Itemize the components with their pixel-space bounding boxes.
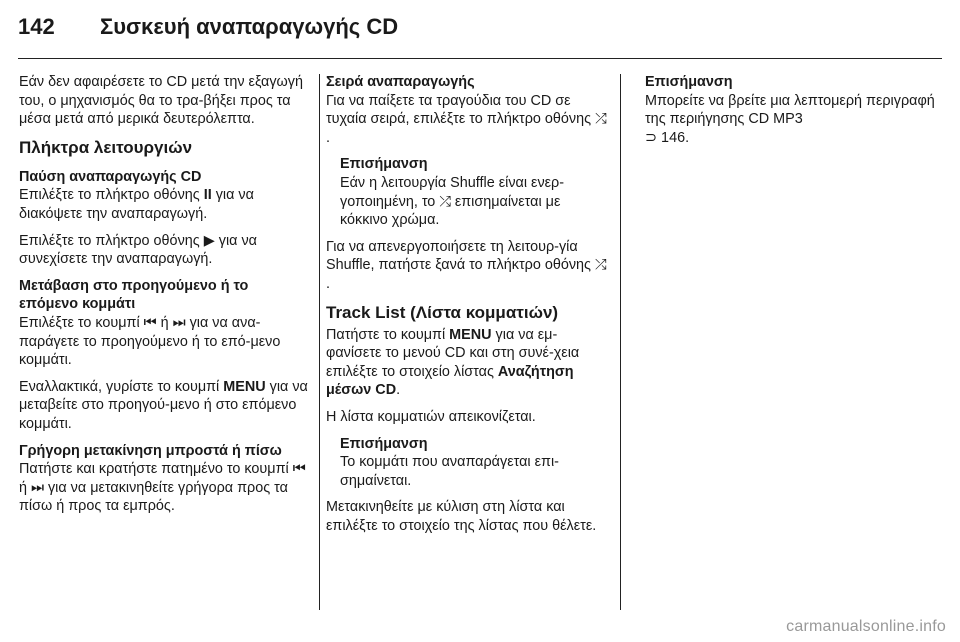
- previous-track-icon: ⏮: [292, 461, 306, 478]
- page-header: [18, 14, 398, 54]
- fast-forward-paragraph: [19, 460, 309, 516]
- note-title: Επισήμανση: [645, 74, 733, 90]
- deactivate-text: Για να απενεργοποιήσετε τη λειτουρ-γία Shuffle, πατήστε ξανά το πλήκτρο οθόνης: [326, 238, 595, 274]
- skip-paragraph: [19, 314, 309, 370]
- section-heading-track-list: Track List (Λίστα κομματιών): [326, 302, 559, 322]
- subheading-skip-track: Μετάβαση στο προηγούμενο ή το επόμενο κομμάτι: [19, 277, 249, 313]
- section-heading-function-keys: Πλήκτρα λειτουργιών: [19, 137, 193, 157]
- resume-paragraph: [19, 232, 309, 269]
- track-list-paragraph: [326, 326, 610, 400]
- column-1: [19, 73, 309, 524]
- note-mp3: [645, 73, 941, 147]
- resume-text: Επιλέξτε το πλήκτρο οθόνης: [19, 232, 204, 249]
- menu-label: MENU: [449, 326, 492, 343]
- shuffle-icon: ⤮: [439, 193, 451, 210]
- column-divider-1: [319, 74, 320, 610]
- note-text: Εάν η λειτουργία Shuffle είναι ενερ-γοποιημένη, το: [340, 174, 565, 210]
- tl-text-end: .: [396, 382, 401, 399]
- pause-text: Επιλέξτε το πλήκτρο οθόνης: [19, 187, 204, 204]
- menu-label: MENU: [223, 378, 266, 395]
- ff-text: Πατήστε και κρατήστε πατημένο το κουμπί: [19, 461, 293, 478]
- skip-text-end: για να ανα-παράγετε το προηγούμενο ή το επό-μενο κομμάτι.: [19, 314, 281, 369]
- deactivate-paragraph: [326, 238, 610, 294]
- shuffle-paragraph: [326, 92, 610, 148]
- previous-track-icon: ⏮: [143, 314, 157, 331]
- browse-cd-media-label: Αναζήτηση μέσων CD: [326, 363, 574, 399]
- note-text: Το κομμάτι που αναπαράγεται επι-σημαίνεται.: [340, 454, 559, 489]
- play-icon: ▶: [203, 232, 215, 249]
- ff-text-end: για να μετακινηθείτε γρήγορα προς τα πίσω ή προς τα εμπρός.: [19, 479, 288, 515]
- page-title: Συσκευή αναπαραγωγής CD: [100, 14, 399, 39]
- subheading-pause: Παύση αναπαραγωγής CD: [19, 168, 202, 185]
- next-track-icon: ⏭: [31, 479, 44, 496]
- deactivate-text-end: .: [326, 275, 330, 292]
- note-text: Μπορείτε να βρείτε μια λεπτομερή περιγραφή της περιήγησης CD MP3: [645, 92, 935, 128]
- note-title: Επισήμανση: [340, 435, 428, 452]
- tl-text: Πατήστε το κουμπί: [326, 326, 450, 343]
- alt-text: Εναλλακτικά, γυρίστε το κουμπί: [19, 378, 224, 395]
- resume-text-end: για να συνεχίσετε την αναπαραγωγή.: [19, 232, 258, 268]
- subheading-shuffle: Σειρά αναπαραγωγής: [326, 74, 475, 90]
- header-rule: [18, 58, 942, 59]
- note-title: Επισήμανση: [340, 156, 428, 173]
- pause-text-end: για να διακόψετε την αναπαραγωγή.: [19, 187, 254, 222]
- ff-or: ή: [19, 479, 32, 496]
- shuffle-text: Για να παίξετε τα τραγούδια του CD σε τυχαία σειρά, επιλέξτε το πλήκτρο οθόνης: [326, 92, 596, 128]
- column-divider-2: [620, 74, 621, 610]
- page-number: 142: [18, 14, 55, 39]
- page-reference-icon: ⊃: [645, 129, 658, 146]
- intro-paragraph: Εάν δεν αφαιρέσετε το CD μετά την εξαγωγή του, ο μηχανισμός θα το τρα-βήξει προς τα μέσα μετά από μερικά δευτερόλεπτα.: [19, 74, 303, 128]
- note-playing-track: [340, 435, 610, 491]
- shuffle-text-end: .: [326, 129, 330, 146]
- shuffle-icon: ⤮: [595, 111, 607, 128]
- note-shuffle: [340, 155, 610, 229]
- pause-paragraph: [19, 186, 309, 223]
- column-2: [326, 73, 610, 543]
- tl-text-mid: για να εμ-φανίσετε το μενού CD και στη συνέ-χεια επιλέξτε το στοιχείο λίστας: [326, 326, 580, 380]
- scroll-paragraph: Μετακινηθείτε με κύλιση στη λίστα και επιλέξτε το στοιχείο της λίστας που θέλετε.: [326, 499, 597, 534]
- column-3: [645, 73, 941, 147]
- track-list-display: Η λίστα κομματιών απεικονίζεται.: [326, 408, 536, 425]
- note-text-end: επισημαίνεται με κόκκινο χρώμα.: [340, 193, 561, 229]
- skip-or: ή: [156, 314, 173, 331]
- shuffle-icon: ⤮: [594, 257, 607, 274]
- watermark: carmanualsonline.info: [786, 618, 946, 635]
- pause-icon: II: [203, 187, 212, 204]
- next-track-icon: ⏭: [172, 314, 186, 331]
- page-reference: 146.: [657, 129, 690, 146]
- skip-text: Επιλέξτε το κουμπί: [19, 314, 144, 331]
- alt-text-end: για να μεταβείτε στο προηγού-μενο ή στο επόμενο κομμάτι.: [19, 378, 308, 432]
- subheading-fast-forward: Γρήγορη μετακίνηση μπροστά ή πίσω: [19, 442, 282, 459]
- alternative-paragraph: [19, 378, 309, 434]
